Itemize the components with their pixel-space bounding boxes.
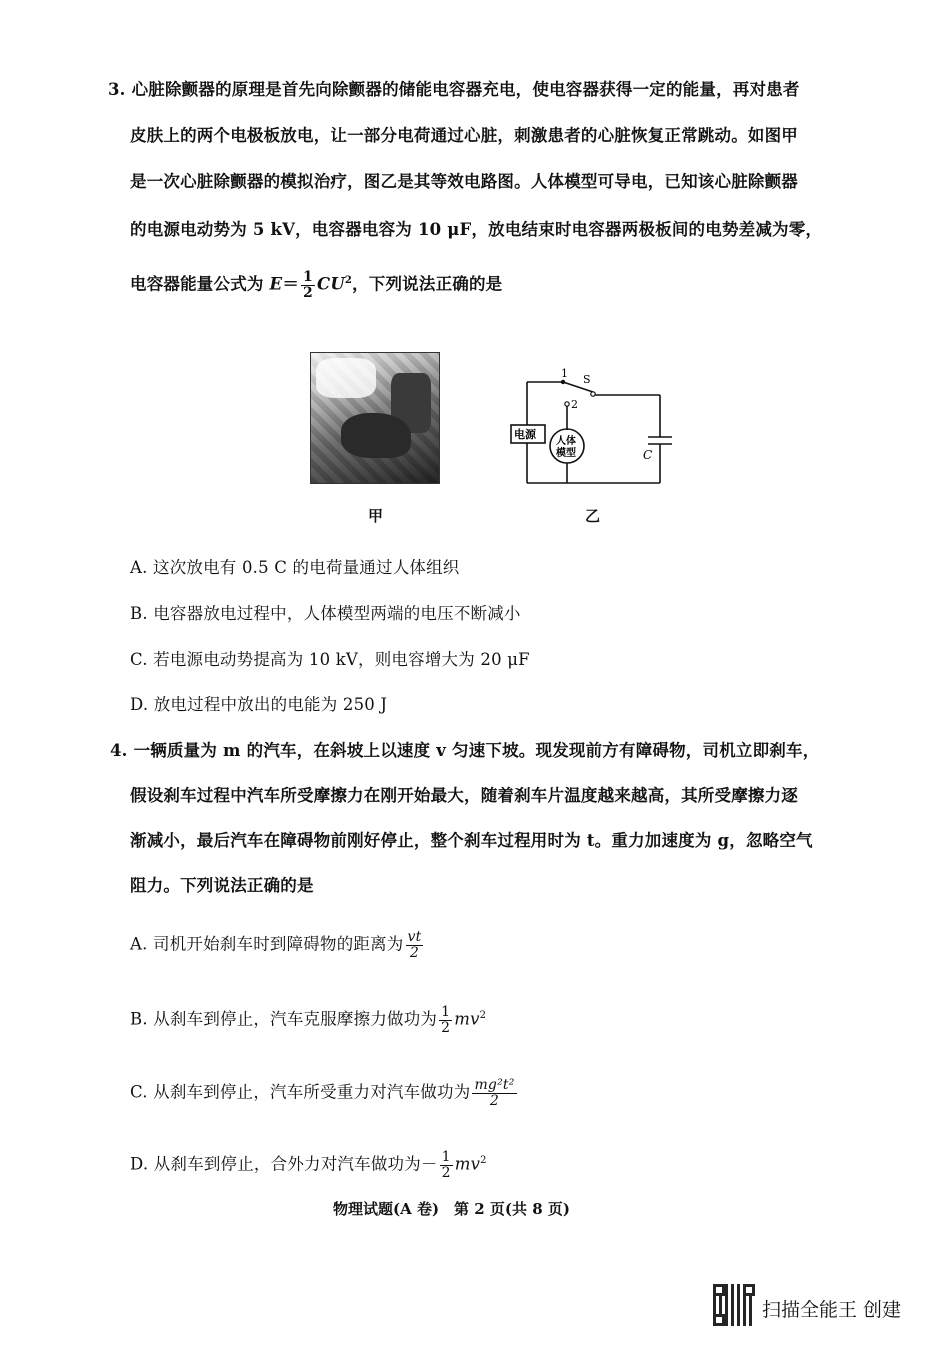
figure-b-caption: 乙 — [585, 507, 601, 525]
page-footer: 物理试题(A 卷) 第 2 页(共 8 页) — [333, 1200, 571, 1218]
node-1-label: 1 — [561, 367, 568, 380]
q4-line-3: 渐减小，最后汽车在障碍物前刚好停止，整个刹车过程用时为 t。重力加速度为 g，忽略空气 — [130, 831, 813, 850]
qr-code-icon — [713, 1284, 755, 1326]
q4-option-d: D. 从刹车到停止，合外力对汽车做功为－ $\frac{1}{2}$ $mv^2$ — [130, 1149, 487, 1181]
q3-option-c: C. 若电源电动势提高为 10 kV，则电容增大为 20 μF — [130, 650, 530, 669]
q4-option-c: C. 从刹车到停止，汽车所受重力对汽车做功为 $\frac{\text{mg²t²}}{2}$ — [130, 1077, 515, 1109]
energy-formula-intro: 电容器能量公式为 — [130, 274, 270, 294]
q3-line-2: 皮肤上的两个电极板放电，让一部分电荷通过心脏，刺激患者的心脏恢复正常跳动。如图甲 — [130, 126, 798, 145]
q4-line-1: 4. 一辆质量为 m 的汽车，在斜坡上以速度 v 匀速下坡。现发现前方有障碍物，司机立即刹车， — [110, 741, 820, 760]
q3-line-3: 是一次心脏除颤器的模拟治疗，图乙是其等效电路图。人体模型可导电，已知该心脏除颤器 — [130, 172, 798, 191]
q4-line-2: 假设刹车过程中汽车所受摩擦力在刚开始最大，随着刹车片温度越来越高，其所受摩擦力逐 — [130, 786, 798, 805]
half-fraction: $\frac{1}{2}$ — [303, 269, 313, 301]
energy-symbol: E — [269, 274, 283, 294]
q3-option-b: B. 电容器放电过程中，人体模型两端的电压不断减小 — [130, 604, 521, 623]
defibrillator-photo — [310, 352, 440, 484]
switch-label: S — [583, 373, 591, 386]
distance-fraction: $\frac{vt}{2}$ — [407, 929, 422, 961]
gravity-work-fraction: $\frac{\text{mg²t²}}{2}$ — [474, 1077, 515, 1109]
q3-line-1: 3. 心脏除颤器的原理是首先向除颤器的储能电容器充电，使电容器获得一定的能量，再对患者 — [108, 80, 800, 99]
circuit-diagram — [505, 365, 680, 490]
body-model-label-bottom: 模型 — [556, 448, 576, 459]
squared-exponent: 2 — [344, 275, 353, 287]
q3-prompt: ，下列说法正确的是 — [352, 274, 503, 294]
q4-option-a: A. 司机开始刹车时到障碍物的距离为 $\frac{vt}{2}$ — [130, 929, 422, 961]
capacitor-label: C — [643, 448, 653, 462]
q4-line-4: 阻力。下列说法正确的是 — [130, 876, 314, 895]
body-model-label-top: 人体 — [556, 436, 576, 447]
source-label: 电源 — [514, 428, 536, 441]
figure-a-caption: 甲 — [368, 507, 384, 525]
q4-option-b: B. 从刹车到停止，汽车克服摩擦力做功为 $\frac{1}{2}$ $mv^2$ — [130, 1004, 487, 1036]
work-fraction-b: $\frac{1}{2}$ — [441, 1004, 451, 1036]
q3-line-5 — [130, 270, 502, 300]
cu-term: CU — [316, 274, 345, 294]
q3-option-a: A. 这次放电有 0.5 C 的电荷量通过人体组织 — [130, 558, 460, 577]
scanner-watermark: 扫描全能王 创建 — [762, 1299, 902, 1321]
work-fraction-d: $\frac{1}{2}$ — [441, 1149, 451, 1181]
node-2-label: 2 — [571, 398, 578, 411]
equals-sign: ＝ — [282, 274, 300, 294]
q3-line-4: 的电源电动势为 5 kV，电容器电容为 10 μF，放电结束时电容器两极板间的电势差减为零， — [130, 220, 823, 239]
q3-option-d: D. 放电过程中放出的电能为 250 J — [130, 695, 388, 714]
